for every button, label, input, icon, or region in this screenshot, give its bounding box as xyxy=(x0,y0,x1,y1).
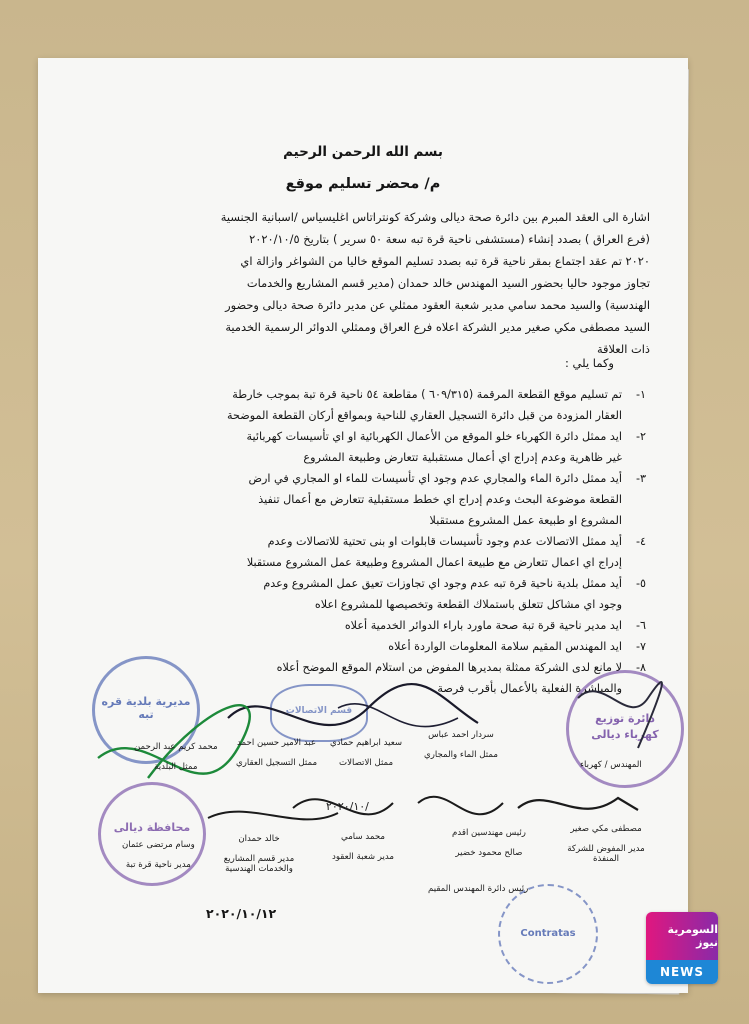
list-item xyxy=(80,615,646,636)
news-logo xyxy=(646,912,718,984)
signature-municipality: محمد كريم عبد الرحمن ممثل البلدية xyxy=(134,742,218,772)
logo-news-bar xyxy=(646,960,718,984)
signature-stroke xyxy=(208,812,338,820)
logo-news-text: NEWS xyxy=(659,965,705,979)
item-number: ٧- xyxy=(635,640,646,653)
items-list xyxy=(80,384,646,699)
signature-contracts: محمد سامي مدير شعبة العقود xyxy=(332,832,395,862)
list-item xyxy=(80,636,646,657)
item-number: ٥- xyxy=(635,577,646,590)
list-item xyxy=(80,573,646,615)
list-item xyxy=(80,531,646,573)
intro-line: اشارة الى العقد المبرم بين دائرة صحة ديالى وشركة كونتراتاس اغليسياس /اسبانية الجنسية xyxy=(220,210,650,224)
item-text: ايد مدير ناحية قرة تبة صحة ماورد باراء الدوائر الخدمية أعلاه xyxy=(344,619,622,632)
basmala: بسم الله الرحمن الرحيم xyxy=(283,144,443,160)
intro-paragraph xyxy=(78,206,650,360)
signature-stroke xyxy=(518,798,638,810)
electricity-stamp: دائرة توزيع كهرباء ديالى xyxy=(566,670,684,788)
telecom-stamp: قسم الاتصالات xyxy=(270,684,368,742)
intro-line: ٢٠٢٠ تم عقد اجتماع بمقر ناحية قرة تبه بصدد تسليم الموقع خاليا من الشواغر وازالة اي xyxy=(240,254,650,268)
intro-line: السيد مصطفى مكي صغير مدير الشركة اعلاه فرع العراق وممثلي الدوائر الرسمية الخدمية xyxy=(225,320,650,334)
document-title: م/ محضر تسليم موقع xyxy=(285,176,441,192)
intro-line: تجاوز موجود حاليا بحضور السيد المهندس خالد حمدان (مدير قسم المشاريع والخدمات xyxy=(246,276,650,290)
contratas-stamp: Contratas xyxy=(498,884,598,984)
resident-engineer-role: رئيس دائرة المهندس المقيم xyxy=(428,884,529,894)
item-text: أيد ممثل الاتصالات عدم وجود تأسيسات قابلوات او بنى تحتية للاتصالات وعدم إدراج اي اعمال تتعارض مع طبيعة اعمال المشروع وطبيعة عمل المشروع مستقبلا xyxy=(246,535,622,569)
item-number: ٨- xyxy=(635,661,646,674)
intro-line: الهندسية) والسيد محمد سامي مدير شعبة العقود ممثلي عن مدير دائرة صحة ديالى وحضور xyxy=(225,298,650,312)
signature-projects: خالد حمدان مدير قسم المشاريع والخدمات الهندسية xyxy=(223,834,295,874)
item-text: لا مانع لدى الشركة ممثلة بمديرها المفوض من استلام الموقع الموضح أعلاه والمباشرة الفعلية بالأعمال بأقرب فرصة xyxy=(276,661,622,695)
document-page xyxy=(38,58,688,993)
signature-company-manager: مصطفى مكي صغير مدير المفوض للشركة المنفذة xyxy=(567,824,645,864)
municipality-stamp: مديرية بلدية قره تبه xyxy=(92,656,200,764)
logo-mark xyxy=(646,912,718,960)
handwritten-date-top: ٢٠٢٠/١٠/ xyxy=(326,800,369,813)
electricity-role: المهندس / كهرباء xyxy=(580,760,642,770)
item-number: ٣- xyxy=(635,472,646,485)
item-text: تم تسليم موقع القطعة المرقمة (٦٠٩/٣١٥ ) مقاطعة ٥٤ ناحية قرة تبة بموجب خارطة العقار المزودة من قبل دائرة التسجيل العقاري للناحية وبمواقع أركان القطعة الموضحة xyxy=(227,388,622,422)
intro-line: ذات العلاقة xyxy=(596,342,650,356)
item-text: ايد المهندس المقيم سلامة المعلومات الواردة أعلاه xyxy=(388,640,622,653)
signature-senior-engineer: رئيس مهندسين اقدم صالح محمود خضير xyxy=(452,828,526,858)
diyala-governorate-stamp: محافظة ديالى xyxy=(98,782,206,886)
signature-water: سردار احمد عباس ممثل الماء والمجاري xyxy=(424,730,498,760)
item-text: أيد ممثل دائرة الماء والمجاري عدم وجود اي تأسيسات للماء او المجاري في ارض القطعة موضوعة البحث وعدم إدراج اي خطط مستقبلية تتعارض مع أعمال تنفيذ المشروع او طبيعة عمل المشروع مستقبلا xyxy=(248,472,622,527)
intro-line: (فرع العراق ) بصدد إنشاء (مستشفى ناحية قرة تبه سعة ٥٠ سرير ) بتاريخ ٢٠٢٠/١٠/٥ xyxy=(249,232,650,246)
and-as-follows: وكما يلي : xyxy=(565,356,614,370)
footer-date: ٢٠٢٠/١٠/١٢ xyxy=(206,906,277,921)
signature-telecom: سعيد ابراهيم حمادي ممثل الاتصالات xyxy=(330,738,403,768)
signature-land-registry: عبد الامير حسين احمد ممثل التسجيل العقاري xyxy=(236,738,318,768)
list-item xyxy=(80,384,646,426)
item-number: ٦- xyxy=(635,619,646,632)
list-item xyxy=(80,468,646,531)
item-number: ٢- xyxy=(635,430,646,443)
item-text: ايد ممثل دائرة الكهرباء خلو الموقع من الأعمال الكهربائية او اي تأسيسات كهربائية غير ظاهرية وعدم إدراج اي أعمال مستقبلية تتعارض وطبيعة المشروع xyxy=(246,430,622,464)
item-number: ١- xyxy=(635,388,646,401)
signature-subdistrict: وسام مرتضى عثمان مدير ناحية قرة تبة xyxy=(122,840,195,870)
item-text: أيد ممثل بلدية ناحية قرة تبه عدم وجود اي تجاوزات تعيق عمل المشروع وعدم وجود اي مشاكل تتعلق باستملاك القطعة وتخصيصها للمشروع اعلاه xyxy=(263,577,622,611)
logo-text: السومرية نيوز xyxy=(667,923,718,949)
signature-stroke xyxy=(418,797,503,815)
list-item xyxy=(80,426,646,468)
item-number: ٤- xyxy=(635,535,646,548)
